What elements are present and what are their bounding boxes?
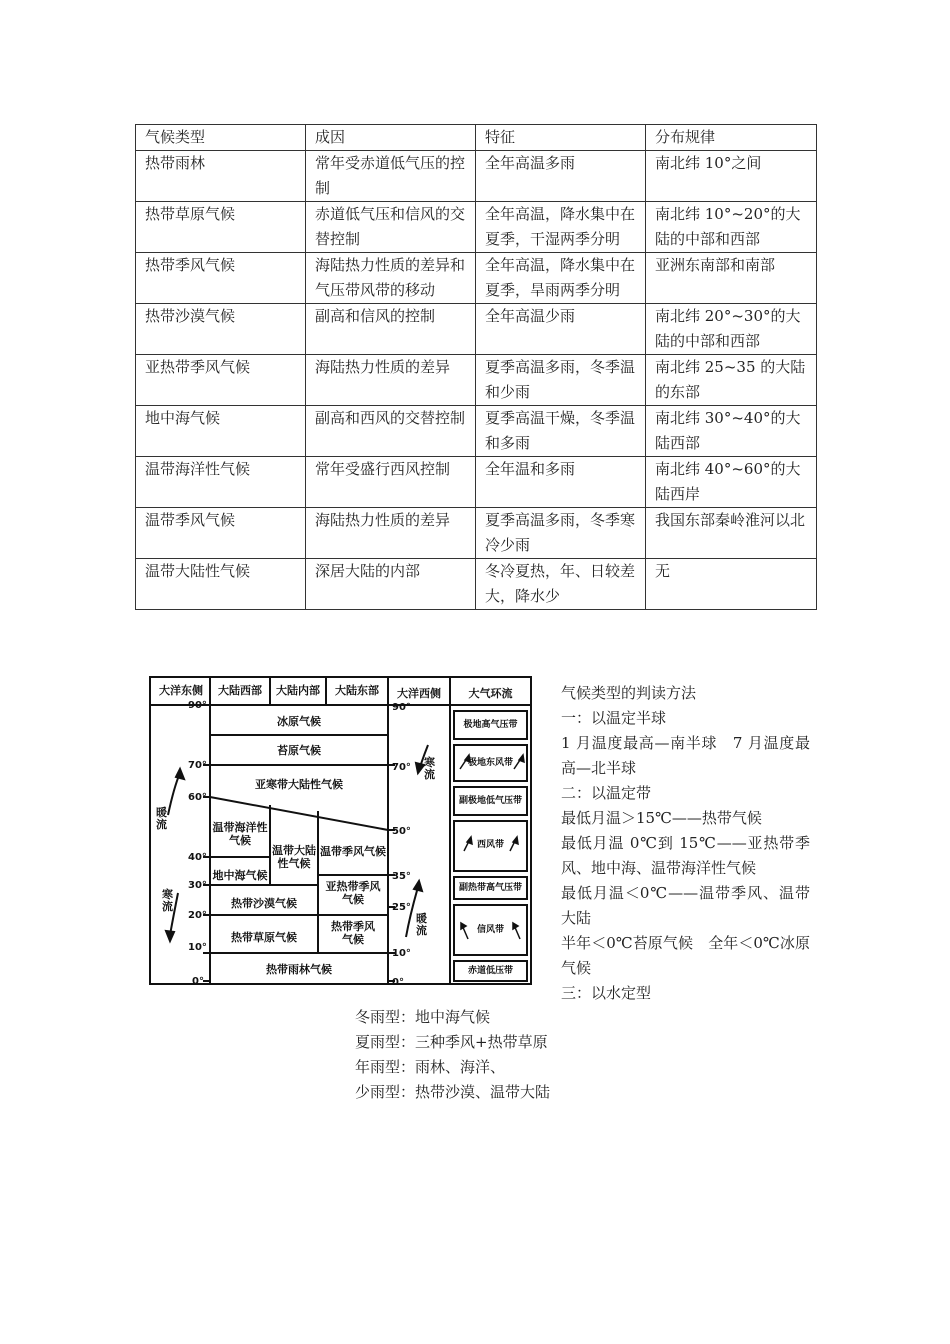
left-tick-10: 10° bbox=[188, 942, 207, 953]
table-cell: 南北纬 10°~20°的大陆的中部和西部 bbox=[646, 202, 817, 253]
notes-line: 最低月温＜0℃——温带季风、温带大陆 bbox=[561, 884, 810, 927]
warm-current-right-label: 暖流 bbox=[416, 912, 427, 937]
table-row bbox=[136, 355, 817, 406]
right-tick-25: 25° bbox=[392, 902, 411, 913]
table-row bbox=[136, 508, 817, 559]
left-tick-20: 20° bbox=[188, 910, 207, 921]
belt-westerlies: 西风带 bbox=[476, 840, 504, 850]
zone-tropical-monsoon: 热带季风气候 bbox=[331, 920, 375, 946]
cold-current-left-label: 寒流 bbox=[162, 888, 173, 913]
header-continent-east: 大陆东部 bbox=[335, 684, 379, 697]
zone-tropical-desert: 热带沙漠气候 bbox=[231, 897, 297, 910]
table-cell: 无 bbox=[646, 559, 817, 610]
table-cell: 夏季高温多雨，冬季寒冷少雨 bbox=[476, 508, 646, 559]
table-cell: 南北纬 30°~40°的大陆西部 bbox=[646, 406, 817, 457]
zone-tropical-savanna: 热带草原气候 bbox=[231, 931, 297, 944]
table-row bbox=[136, 151, 817, 202]
climate-distribution-diagram bbox=[148, 675, 534, 988]
table-cell: 温带季风气候 bbox=[136, 508, 306, 559]
table-cell: 全年高温，降水集中在夏季，旱雨两季分明 bbox=[476, 253, 646, 304]
belt-polar-easterlies: 极地东风带 bbox=[467, 758, 513, 768]
notes-line: 1 月温度最高—南半球 7 月温度最高—北半球 bbox=[561, 734, 810, 777]
header-cell: 特征 bbox=[476, 125, 646, 151]
notes-line: 二：以温定带 bbox=[561, 784, 652, 802]
header-cell: 气候类型 bbox=[136, 125, 306, 151]
zone-temperate-monsoon: 温带季风气候 bbox=[320, 845, 386, 858]
notes-line: 三：以水定型 bbox=[561, 984, 652, 1002]
cold-current-right-label: 寒流 bbox=[424, 756, 435, 781]
zone-tundra: 苔原气候 bbox=[277, 744, 321, 757]
table-cell: 温带海洋性气候 bbox=[136, 457, 306, 508]
header-continent-inner: 大陆内部 bbox=[276, 684, 320, 697]
table-cell: 温带大陆性气候 bbox=[136, 559, 306, 610]
table-cell: 常年受盛行西风控制 bbox=[306, 457, 476, 508]
table-cell: 热带沙漠气候 bbox=[136, 304, 306, 355]
table-cell: 全年温和多雨 bbox=[476, 457, 646, 508]
left-tick-60: 60° bbox=[188, 792, 207, 803]
left-tick-90: 90° bbox=[188, 700, 207, 711]
table-cell: 副高和西风的交替控制 bbox=[306, 406, 476, 457]
table-cell: 亚热带季风气候 bbox=[136, 355, 306, 406]
table-row bbox=[136, 253, 817, 304]
table-cell: 南北纬 10°之间 bbox=[646, 151, 817, 202]
identification-notes bbox=[561, 681, 810, 1006]
table-row bbox=[136, 304, 817, 355]
notes-line: 最低月温＞15℃——热带气候 bbox=[561, 809, 762, 827]
header-cell: 分布规律 bbox=[646, 125, 817, 151]
header-continent-west: 大陆西部 bbox=[218, 684, 262, 697]
table-cell: 海陆热力性质的差异和气压带风带的移动 bbox=[306, 253, 476, 304]
left-tick-40: 40° bbox=[188, 852, 207, 863]
table-row bbox=[136, 559, 817, 610]
belt-subpolar-low: 副极地低气压带 bbox=[458, 796, 522, 806]
table-cell: 全年高温多雨 bbox=[476, 151, 646, 202]
zone-subtropical-monsoon: 亚热带季风气候 bbox=[325, 880, 381, 906]
warm-current-left-label: 暖流 bbox=[156, 806, 167, 831]
rain-type-item: 冬雨型：地中海气候 bbox=[355, 1008, 491, 1026]
table-cell: 赤道低气压和信风的交替控制 bbox=[306, 202, 476, 253]
table-cell: 地中海气候 bbox=[136, 406, 306, 457]
notes-line: 半年＜0℃苔原气候 全年＜0℃冰原气候 bbox=[561, 934, 810, 977]
belt-trade-winds: 信风带 bbox=[476, 925, 504, 935]
rain-type-item: 少雨型：热带沙漠、温带大陆 bbox=[355, 1083, 551, 1101]
rain-type-item: 夏雨型：三种季风+热带草原 bbox=[355, 1033, 548, 1051]
rain-type-list bbox=[355, 1005, 755, 1105]
zone-temperate-continental: 温带大陆性气候 bbox=[272, 844, 316, 870]
table-row bbox=[136, 406, 817, 457]
right-tick-90: 90° bbox=[392, 702, 411, 713]
left-tick-0: 0° bbox=[192, 976, 204, 987]
table-cell: 夏季高温干燥，冬季温和多雨 bbox=[476, 406, 646, 457]
table-cell: 热带草原气候 bbox=[136, 202, 306, 253]
header-atmosphere: 大气环流 bbox=[468, 687, 513, 700]
notes-line: 最低月温 0℃到 15℃——亚热带季风、地中海、温带海洋性气候 bbox=[561, 834, 810, 877]
table-cell: 海陆热力性质的差异 bbox=[306, 355, 476, 406]
table-cell: 亚洲东南部和南部 bbox=[646, 253, 817, 304]
table-header-row bbox=[136, 125, 817, 151]
right-tick-70: 70° bbox=[392, 762, 411, 773]
table-cell: 冬冷夏热，年、日较差大，降水少 bbox=[476, 559, 646, 610]
table-cell: 深居大陆的内部 bbox=[306, 559, 476, 610]
belt-subtropical-high: 副热带高气压带 bbox=[458, 883, 522, 893]
table-cell: 热带季风气候 bbox=[136, 253, 306, 304]
left-tick-30: 30° bbox=[188, 880, 207, 891]
zone-ice-cap: 冰原气候 bbox=[277, 715, 321, 728]
notes-title: 气候类型的判读方法 bbox=[561, 684, 697, 702]
header-cell: 成因 bbox=[306, 125, 476, 151]
table-cell: 常年受赤道低气压的控制 bbox=[306, 151, 476, 202]
table-cell: 全年高温少雨 bbox=[476, 304, 646, 355]
table-cell: 热带雨林 bbox=[136, 151, 306, 202]
table-cell: 副高和信风的控制 bbox=[306, 304, 476, 355]
header-ocean-west: 大洋西侧 bbox=[397, 687, 441, 700]
right-tick-0: 0° bbox=[392, 977, 404, 988]
table-cell: 南北纬 25~35 的大陆的东部 bbox=[646, 355, 817, 406]
table-cell: 夏季高温多雨，冬季温和少雨 bbox=[476, 355, 646, 406]
rain-type-item: 年雨型：雨林、海洋、 bbox=[355, 1058, 506, 1076]
table-cell: 我国东部秦岭淮河以北 bbox=[646, 508, 817, 559]
zone-tropical-rainforest: 热带雨林气候 bbox=[266, 963, 332, 976]
right-tick-35: 35° bbox=[392, 871, 411, 882]
table-cell: 全年高温，降水集中在夏季，干湿两季分明 bbox=[476, 202, 646, 253]
belt-equatorial-low: 赤道低压带 bbox=[467, 966, 513, 976]
belt-polar-high: 极地高气压带 bbox=[463, 720, 518, 730]
zone-mediterranean: 地中海气候 bbox=[212, 869, 268, 882]
right-tick-10: 10° bbox=[392, 948, 411, 959]
climate-table-body bbox=[136, 125, 817, 610]
left-tick-70: 70° bbox=[188, 760, 207, 771]
zone-subarctic: 亚寒带大陆性气候 bbox=[255, 778, 343, 791]
table-row bbox=[136, 202, 817, 253]
table-cell: 南北纬 40°~60°的大陆西岸 bbox=[646, 457, 817, 508]
notes-line: 一：以温定半球 bbox=[561, 709, 667, 727]
climate-table bbox=[135, 124, 817, 610]
header-ocean-east: 大洋东侧 bbox=[159, 684, 203, 697]
zone-temperate-marine: 温带海洋性气候 bbox=[212, 821, 268, 847]
right-tick-50: 50° bbox=[392, 826, 411, 837]
table-cell: 海陆热力性质的差异 bbox=[306, 508, 476, 559]
table-row bbox=[136, 457, 817, 508]
table-cell: 南北纬 20°~30°的大陆的中部和西部 bbox=[646, 304, 817, 355]
